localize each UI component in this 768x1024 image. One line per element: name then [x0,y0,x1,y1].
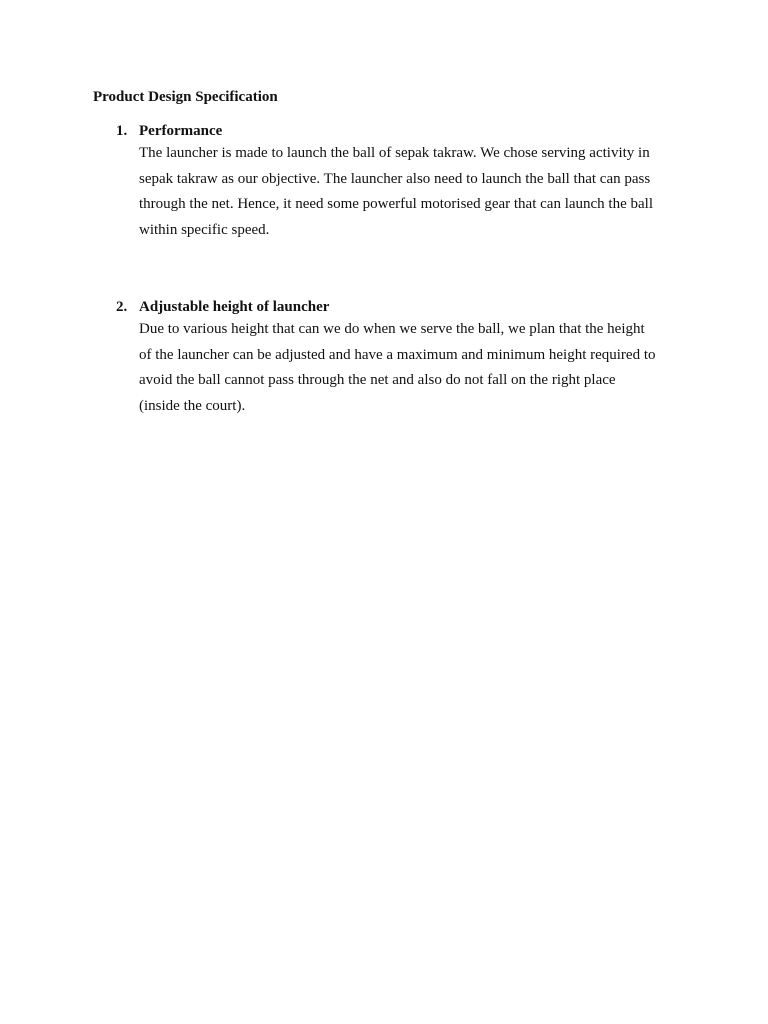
section-heading [0,297,768,317]
section-body [139,317,684,419]
body-line: Due to various height that can we do when we serve the ball, we plan that the height [139,321,645,337]
document-title: Product Design Specification [93,89,278,105]
section-number: 2. [116,299,128,315]
body-line: sepak takraw as our objective. The launcher also need to launch the ball that can pass [139,170,651,187]
body-line: The launcher is made to launch the ball of sepak takraw. We chose serving activity in [139,145,650,161]
section-performance [0,121,768,243]
section-body [139,141,684,243]
body-line: of the launcher can be adjusted and have a maximum and minimum height required to [139,346,656,363]
section-title: Adjustable height of launcher [139,299,330,315]
body-line: through the net. Hence, it need some powerful motorised gear that can launch the ball [139,196,653,212]
section-heading [0,121,768,141]
section-title: Performance [139,123,223,139]
body-line: (inside the court). [139,397,246,414]
body-line: avoid the ball cannot pass through the net and also do not fall on the right place [139,372,616,388]
section-number: 1. [116,123,128,139]
body-line: within specific speed. [139,221,270,238]
section-adjustable-height [0,297,768,419]
